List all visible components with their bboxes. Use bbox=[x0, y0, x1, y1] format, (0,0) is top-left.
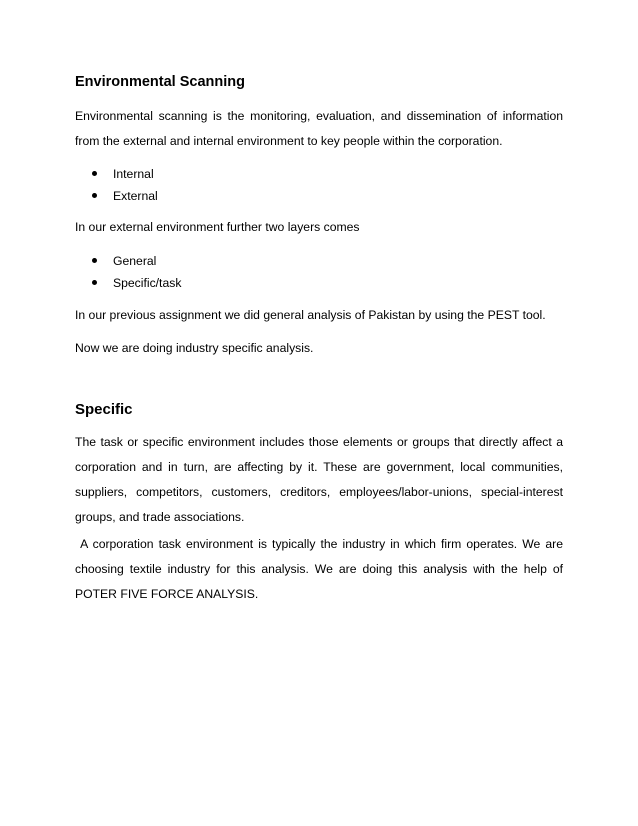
paragraph-external-layers: In our external environment further two layers comes bbox=[75, 220, 360, 234]
environment-types-list bbox=[75, 163, 563, 207]
paragraph-previous-assignment: In our previous assignment we did general analysis of Pakistan by using the PEST tool. bbox=[75, 308, 546, 322]
external-layers-list bbox=[75, 250, 563, 294]
bullet-icon bbox=[92, 280, 97, 285]
heading-environmental-scanning: Environmental Scanning bbox=[75, 74, 245, 90]
heading-specific: Specific bbox=[75, 401, 133, 418]
paragraph-task-environment: A corporation task environment is typically the industry in which firm operates. We are choosing textile industry for this analysis. We are doing this analysis with the help of POTER FIVE FORCE ANALYSIS. bbox=[75, 537, 567, 601]
list-item bbox=[75, 250, 563, 272]
list-item-label: Internal bbox=[113, 167, 154, 181]
bullet-icon bbox=[92, 171, 97, 176]
paragraph-specific-environment: The task or specific environment includes those elements or groups that directly affect a corporation and in turn, are affecting by it. These are government, local communities, suppliers, competitors, customers, creditors, employees/labor-unions, special-interest groups, and trade associations. bbox=[75, 435, 563, 524]
list-item bbox=[75, 272, 563, 294]
list-item-label: General bbox=[113, 254, 157, 268]
list-item bbox=[75, 185, 563, 207]
paragraph-environmental-scanning-definition: Environmental scanning is the monitoring, evaluation, and dissemination of information from the external and internal environment to key people within the corporation. bbox=[75, 109, 563, 148]
bullet-icon bbox=[92, 193, 97, 198]
list-item bbox=[75, 163, 563, 185]
list-item-label: Specific/task bbox=[113, 276, 182, 290]
paragraph-industry-analysis: Now we are doing industry specific analysis. bbox=[75, 341, 314, 355]
list-item-label: External bbox=[113, 189, 158, 203]
bullet-icon bbox=[92, 258, 97, 263]
